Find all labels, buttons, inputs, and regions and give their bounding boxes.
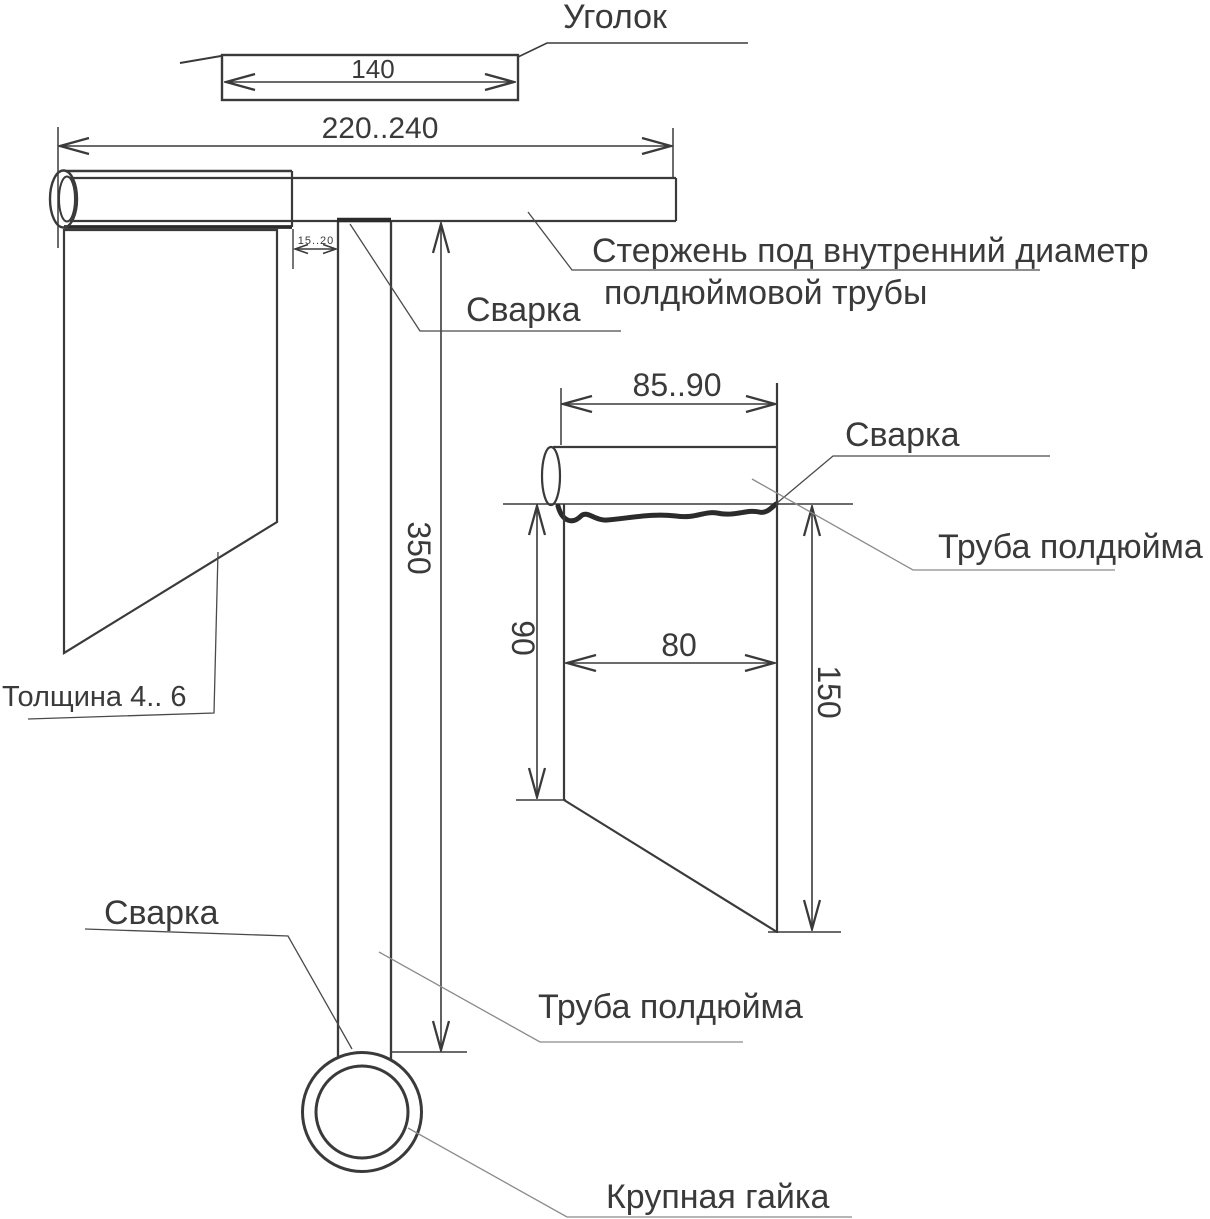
dim-gusset-height-left: 90 — [505, 620, 541, 656]
dim-gusset-width: 80 — [661, 627, 697, 663]
gusset-diagonal-edge — [564, 800, 777, 932]
weld-right-leader — [777, 456, 1050, 503]
label-nut: Крупная гайка — [606, 1178, 830, 1216]
label-weld-right: Сварка — [845, 416, 960, 454]
stub-end-ellipse — [542, 447, 560, 505]
label-pipe-right: Труба полдюйма — [938, 528, 1203, 566]
pipe-end-ellipse-inner — [59, 177, 75, 222]
weld-bead — [558, 504, 776, 521]
dim-offset: 15..20 — [297, 235, 335, 247]
angle-left-tick — [180, 56, 221, 63]
dim-stub-length: 85..90 — [632, 367, 722, 403]
weld-bottom-leader — [85, 929, 352, 1049]
angle-leader-line — [518, 43, 748, 57]
dim-gusset-height-right: 150 — [811, 665, 847, 719]
callouts-main — [28, 212, 1040, 1217]
label-pipe-bottom: Труба полдюйма — [538, 988, 803, 1026]
label-rod-line1: Стержень под внутренний диаметр — [592, 232, 1149, 270]
nut-outer-circle — [303, 1053, 422, 1172]
label-weld-top: Сварка — [466, 291, 581, 329]
gusset-plate-left — [64, 230, 277, 653]
label-thickness: Толщина 4.. 6 — [2, 681, 187, 713]
dim-assembly-length: 220..240 — [321, 112, 439, 145]
label-angle: Уголок — [563, 0, 667, 36]
angle-bar-top-view — [180, 43, 748, 100]
nut-inner-circle — [316, 1066, 408, 1158]
label-weld-bottom: Сварка — [104, 894, 219, 932]
dim-angle-width: 140 — [351, 54, 395, 84]
dim-pipe-length: 350 — [401, 521, 437, 575]
label-rod-line2: полдюймовой трубы — [604, 274, 928, 312]
